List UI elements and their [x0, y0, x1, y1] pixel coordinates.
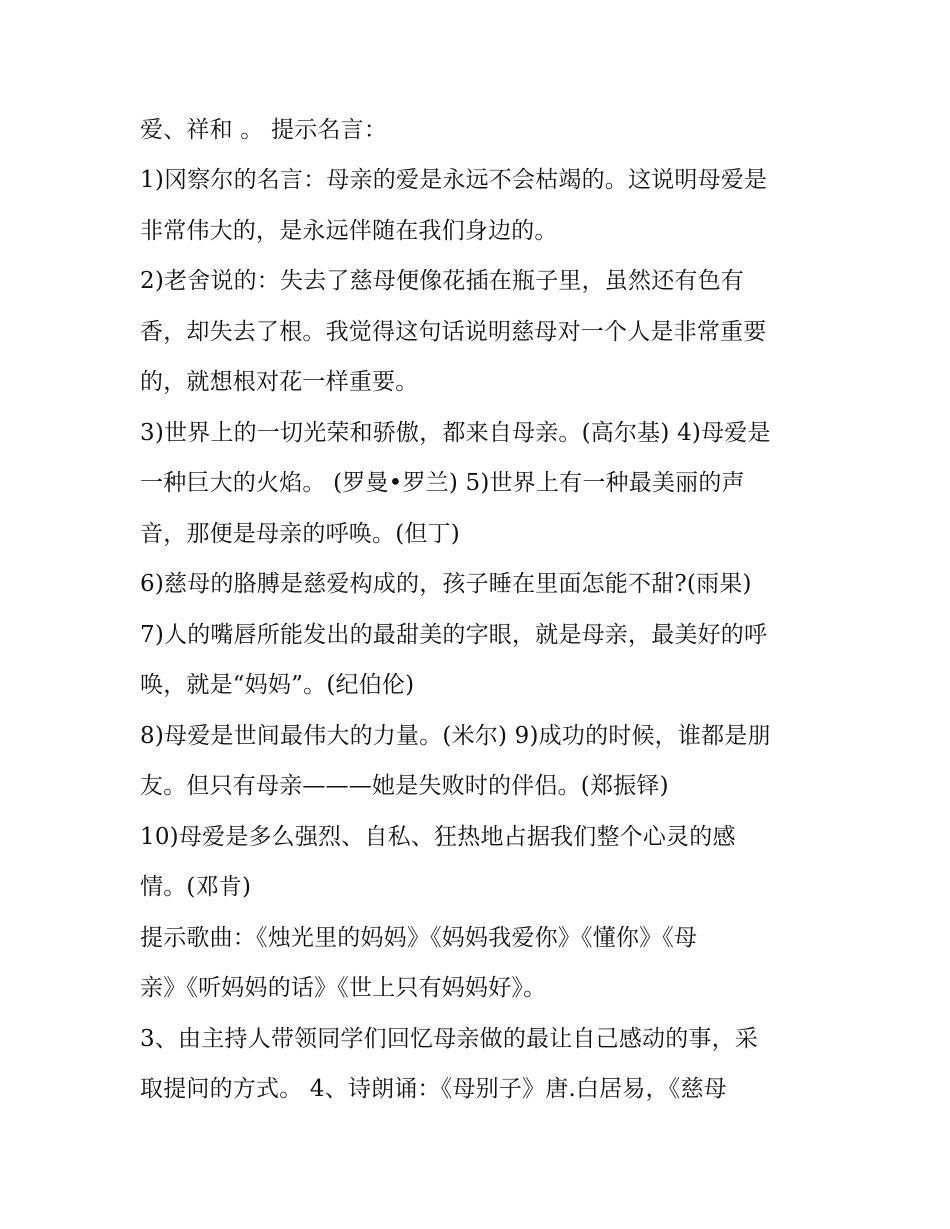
text-line: 音，那便是母亲的呼唤。(但丁) [140, 521, 460, 547]
text-line: 亲》《听妈妈的话》《世上只有妈妈好》。 [140, 975, 547, 1001]
text-line: 3、由主持人带领同学们回忆母亲做的最让自己感动的事，采 [140, 1026, 759, 1052]
text-line: 的，就想根对花一样重要。 [140, 369, 419, 395]
text-line: 2)老舍说的：失去了慈母便像花插在瓶子里，虽然还有色有 [140, 268, 745, 294]
text-line: 一种巨大的火焰。 (罗曼•罗兰) 5)世界上有一种最美丽的声 [140, 470, 745, 496]
text-line: 3)世界上的一切光荣和骄傲，都来自母亲。(高尔基) 4)母爱是 [140, 420, 771, 446]
text-line: 10)母爱是多么强烈、自私、狂热地占据我们整个心灵的感 [140, 824, 736, 850]
text-line: 非常伟大的，是永远伴随在我们身边的。 [140, 218, 558, 244]
text-line: 7)人的嘴唇所能发出的最甜美的字眼，就是母亲，最美好的呼 [140, 622, 768, 648]
text-line: 6)慈母的胳膊是慈爱构成的，孩子睡在里面怎能不甜?(雨果) [140, 571, 752, 597]
text-line: 8)母爱是世间最伟大的力量。(米尔) 9)成功的时候，谁都是朋 [140, 723, 771, 749]
text-line: 取提问的方式。 4、诗朗诵：《母别子》唐.白居易，《慈母 [140, 1076, 727, 1102]
text-line: 爱、祥和 。 提示名言： [140, 117, 388, 143]
text-line: 友。但只有母亲———她是失败时的伴侣。(郑振铎) [140, 773, 669, 799]
text-line: 情。(邓肯) [140, 874, 252, 900]
text-line: 香，却失去了根。我觉得这句话说明慈母对一个人是非常重要 [140, 319, 767, 345]
text-line: 唤，就是“妈妈”。(纪伯伦) [140, 672, 415, 698]
text-line: 提示歌曲：《烛光里的妈妈》《妈妈我爱你》《懂你》《母 [140, 925, 698, 951]
text-line: 1)冈察尔的名言：母亲的爱是永远不会枯竭的。这说明母爱是 [140, 167, 768, 193]
